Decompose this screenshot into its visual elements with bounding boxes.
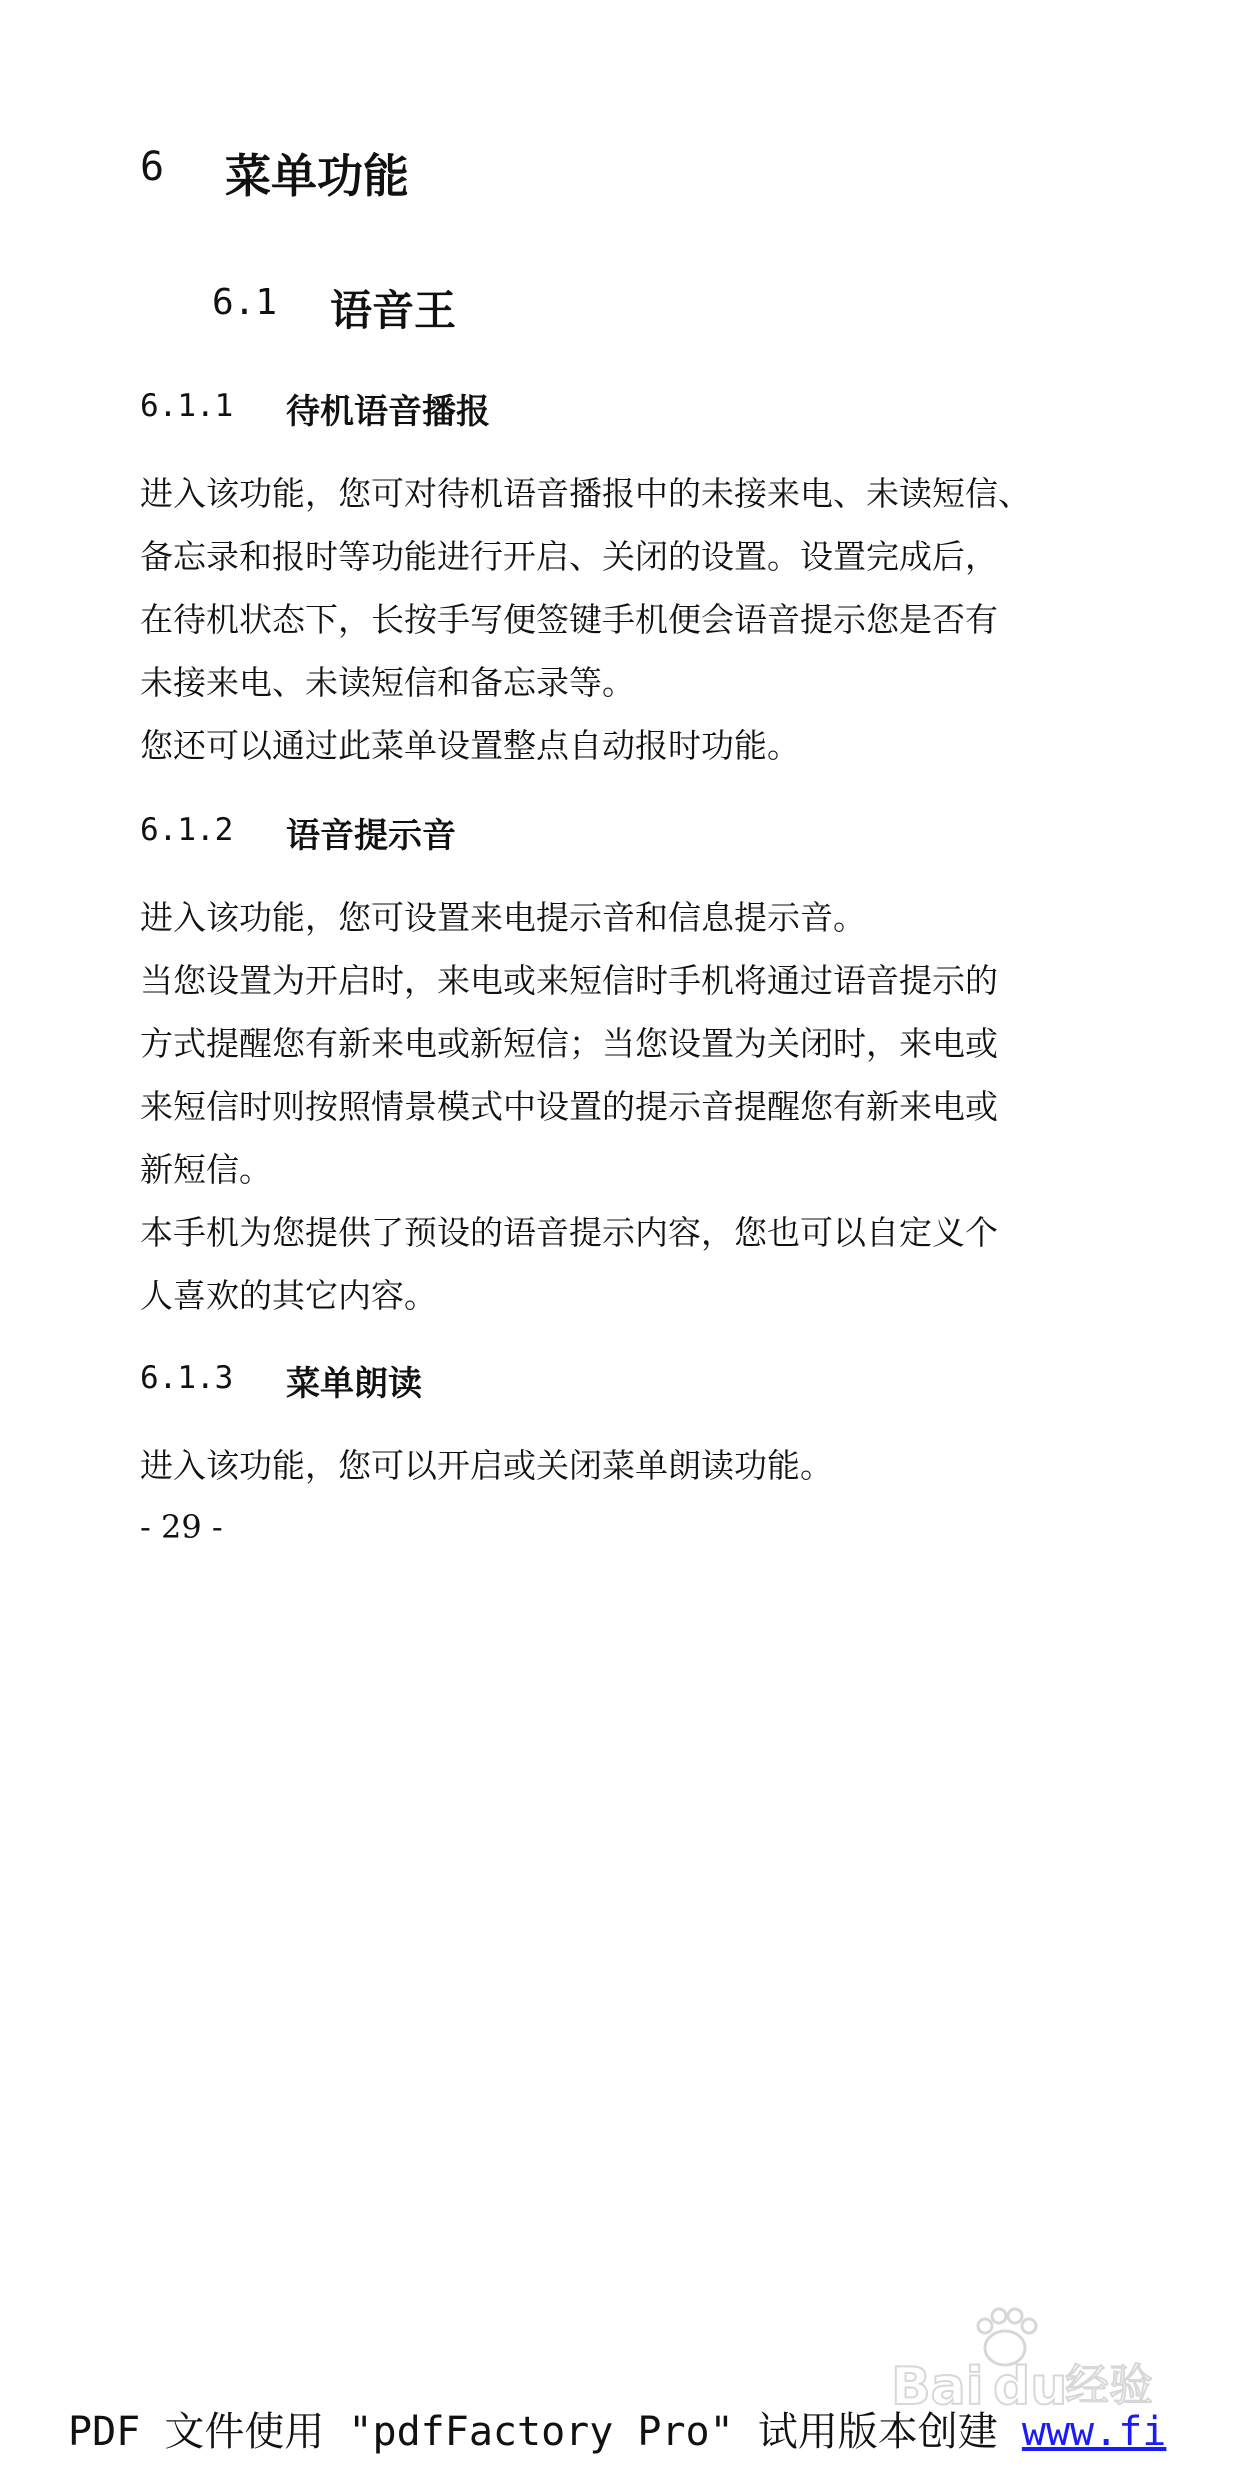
page-number: - 29 - [140,1508,223,1546]
section-title: 菜单功能 [225,149,409,203]
paragraph-6-1-1 [140,462,1100,777]
pdf-footer [68,2400,1166,2457]
svg-text:du: du [993,2357,1068,2417]
paragraph-line: 方式提醒您有新来电或新短信；当您设置为关闭时，来电或 [140,1024,998,1063]
paragraph-line: 备忘录和报时等功能进行开启、关闭的设置。设置完成后， [140,537,998,576]
footer-link[interactable]: www.fi [1021,2409,1167,2455]
item-number-6-1-1: 6.1.1 [140,388,234,424]
paragraph-line: 进入该功能，您可对待机语音播报中的未接来电、未读短信、 [140,474,1031,513]
paragraph-line: 在待机状态下，长按手写便签键手机便会语音提示您是否有 [140,600,998,639]
section-number: 6 [140,144,165,190]
item-number-6-1-2: 6.1.2 [140,812,234,848]
paragraph-line: 进入该功能，您可设置来电提示音和信息提示音。 [140,898,866,937]
paragraph-line: 当您设置为开启时，来电或来短信时手机将通过语音提示的 [140,961,998,1000]
svg-text:Bai: Bai [891,2357,984,2417]
paragraph-line: 人喜欢的其它内容。 [140,1276,437,1315]
footer-text: PDF 文件使用 "pdfFactory Pro" 试用版本创建 [68,2409,1022,2455]
paragraph-line: 未接来电、未读短信和备忘录等。 [140,663,635,702]
paragraph-line: 本手机为您提供了预设的语音提示内容，您也可以自定义个 [140,1213,998,1252]
item-number-6-1-3: 6.1.3 [140,1360,234,1396]
paragraph-6-1-2 [140,886,1100,1327]
svg-text:经验: 经验 [1065,2360,1153,2411]
item-title-6-1-2: 语音提示音 [286,816,456,856]
item-title-6-1-3: 菜单朗读 [286,1364,422,1404]
subsection-number: 6.1 [212,282,278,323]
item-title-6-1-1: 待机语音播报 [286,392,490,432]
paragraph-line: 进入该功能，您可以开启或关闭菜单朗读功能。 [140,1446,833,1485]
paragraph-line: 您还可以通过此菜单设置整点自动报时功能。 [140,726,800,765]
paragraph-6-1-3 [140,1434,1100,1497]
subsection-title: 语音王 [330,286,457,335]
paragraph-line: 新短信。 [140,1150,272,1189]
paragraph-line: 来短信时则按照情景模式中设置的提示音提醒您有新来电或 [140,1087,998,1126]
